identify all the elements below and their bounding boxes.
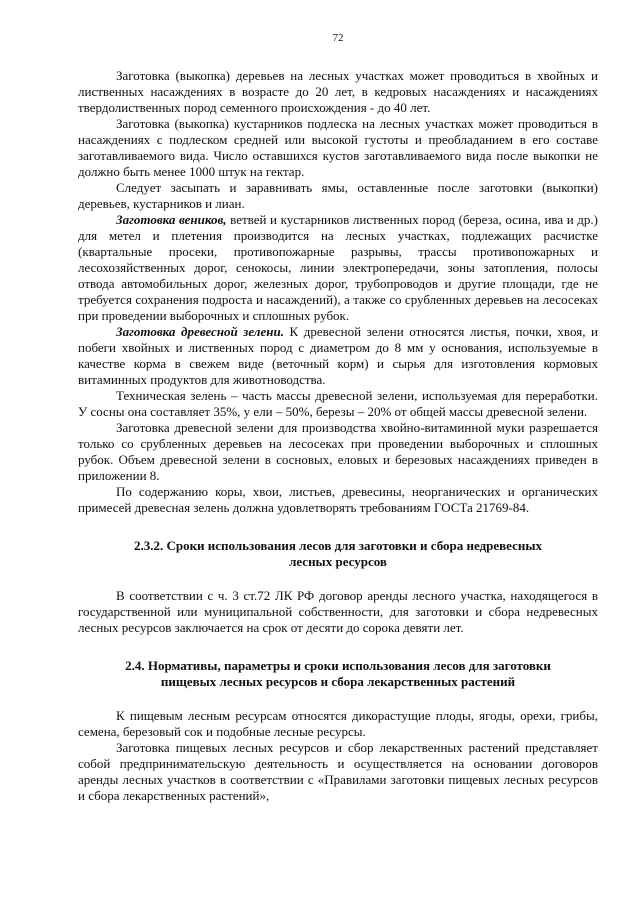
section-heading-2-3-2	[78, 538, 598, 570]
paragraph-trees: Заготовка (выкопка) деревьев на лесных участках может проводиться в хвойных и лиственных насаждениях в возрасте до 20 лет, в кедровых насаждениях и насаждениях твердолиственных пород семенного происхождения - до 40 лет.	[78, 68, 598, 115]
section-heading-2-4	[78, 658, 598, 690]
brooms-lead: Заготовка веников,	[116, 212, 227, 227]
page-number: 72	[332, 32, 344, 44]
brooms-text: ветвей и кустарников лиственных пород (береза, осина, ива и др.) для метел и плетения производится на лесных участках, подлежащих расчистке (квартальные просеки, противопожарные разрывы, трассы противопожарных и лесохозяйственных дорог, сенокосы, линии электропередачи, зоны затопления, полосы отвода автомобильных дорог, железных дорог, трубопроводов и другие площади, где не требуется сохранения подроста и насаждений), а также со срубленных деревьев на лесосеках при проведении выборочных и сплошных рубок.	[78, 212, 598, 323]
greenery-text: К древесной зелени относятся листья, почки, хвоя, и побеги хвойных и лиственных пород с диаметром до 8 мм у основания, используемые в качестве корма в свежем виде (веточный корм) и сырья для изготовления кормовых витаминных продуктов для животноводства.	[78, 324, 598, 387]
heading-2-4-line1: 2.4. Нормативы, параметры и сроки использования лесов для заготовки	[125, 658, 551, 673]
paragraph-shrubs: Заготовка (выкопка) кустарников подлеска на лесных участках может проводиться в насаждениях с подлеском средней или высокой густоты и преобладанием в его составе заготавливаемого вида. Число оставшихся кустов заготавливаемого вида после выкопки не должно быть менее 1000 штук на гектар.	[78, 116, 598, 179]
heading-2-3-2-line1: 2.3.2. Сроки использования лесов для заготовки и сбора недревесных	[133, 538, 543, 553]
paragraph-gost: По содержанию коры, хвои, листьев, древесины, неорганических и органических примесей древесная зелень должна удовлетворять требованиям ГОСТа 21769-84.	[78, 484, 598, 515]
paragraph-harvesting-rules: Заготовка пищевых лесных ресурсов и сбор лекарственных растений представляет собой предпринимательскую деятельность и осуществляется на основании договоров аренды лесных участков в соответствии с «Правилами заготовки пищевых лесных ресурсов и сбора лекарственных растений»,	[78, 740, 598, 803]
heading-2-3-2-line2: лесных ресурсов	[289, 554, 387, 569]
paragraph-vitamin-flour: Заготовка древесной зелени для производства хвойно-витаминной муки разрешается только со срубленных деревьев на лесосеках при проведении выборочных и сплошных рубок. Объем древесной зелени в сосновых, еловых и березовых насаждениях приведен в приложении 8.	[78, 420, 598, 483]
greenery-lead: Заготовка древесной зелени.	[116, 324, 284, 339]
paragraph-greenery	[78, 324, 598, 388]
paragraph-pits: Следует засыпать и заравнивать ямы, оставленные после заготовки (выкопки) деревьев, кустарников и лиан.	[78, 180, 598, 211]
paragraph-technical-greenery: Техническая зелень – часть массы древесной зелени, используемая для переработки. У сосны она составляет 35%, у ели – 50%, березы – 20% от общей массы древесной зелени.	[78, 388, 598, 419]
paragraph-brooms	[78, 212, 598, 324]
paragraph-lease-term: В соответствии с ч. 3 ст.72 ЛК РФ договор аренды лесного участка, находящегося в государственной или муниципальной собственности, для заготовки и сбора недревесных лесных ресурсов заключается на срок от десяти до сорока девяти лет.	[78, 588, 598, 635]
heading-2-4-line2: пищевых лесных ресурсов и сбора лекарственных растений	[160, 674, 516, 689]
paragraph-food-resources: К пищевым лесным ресурсам относятся дикорастущие плоды, ягоды, орехи, грибы, семена, березовый сок и подобные лесные ресурсы.	[78, 708, 598, 739]
